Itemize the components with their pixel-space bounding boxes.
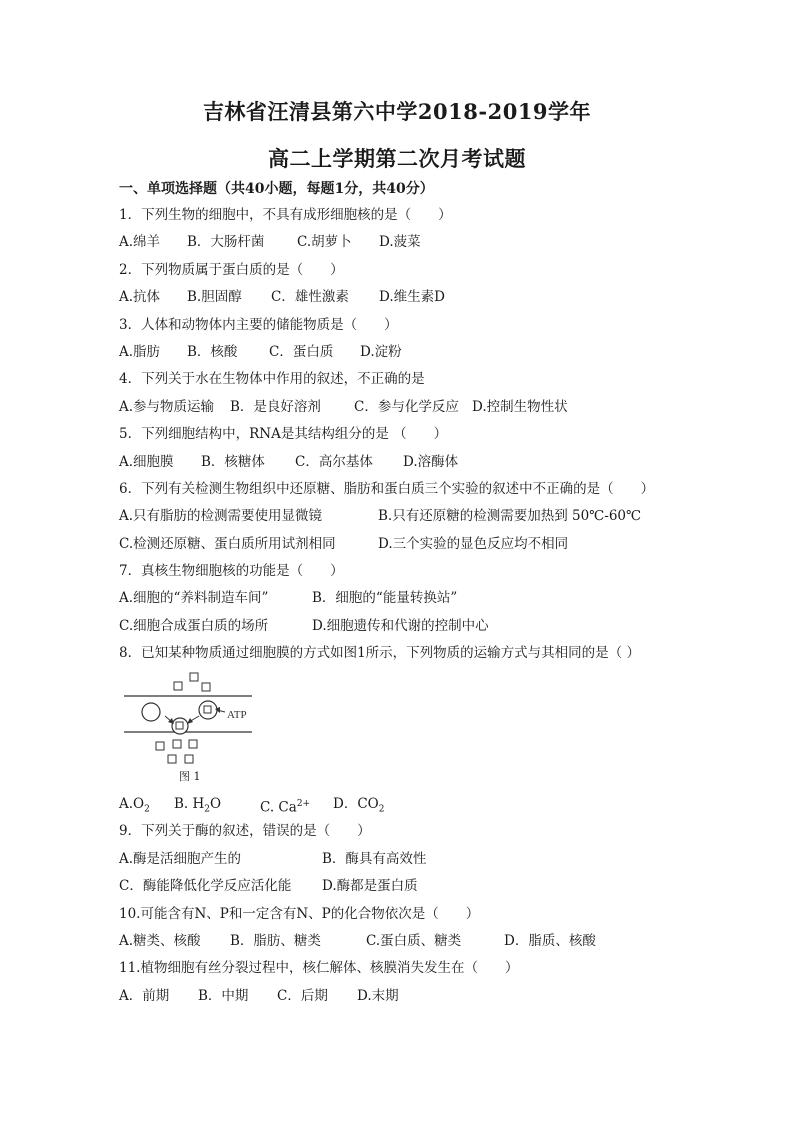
question-11-options (119, 983, 719, 1010)
molecule-square (202, 683, 210, 691)
option-a: A.只有脂肪的检测需要使用显微镜 (119, 508, 323, 525)
option-c: C.检测还原糖、蛋白质所用试剂相同 (119, 535, 336, 552)
option-d: D.维生素D (379, 289, 445, 306)
option-c: C．酶能降低化学反应活化能 (119, 878, 292, 895)
question-9-stem: 9．下列关于酶的叙述，错误的是（ ） (119, 823, 371, 840)
option-a: A.参与物质运输 (119, 398, 215, 415)
molecule-square (174, 682, 182, 690)
option-a: A.酶是活细胞产生的 (119, 850, 242, 867)
molecule-square (189, 740, 197, 748)
molecule-square (168, 755, 176, 763)
option-c: C．后期 (277, 987, 328, 1004)
option-b: B．中期 (198, 987, 249, 1004)
option-c: C．雄性激素 (271, 289, 349, 306)
option-d: D．$CO_2$ (333, 796, 385, 815)
question-7-options-ab (119, 585, 719, 612)
option-d: D.酶都是蛋白质 (322, 878, 418, 895)
section-heading: 一、单项选择题（共40小题，每题1分，共40分） (119, 181, 434, 197)
option-a: A.糖类、核酸 (119, 932, 201, 949)
question-4-options (119, 394, 719, 421)
question-6-stem: 6．下列有关检测生物组织中还原糖、脂肪和蛋白质三个实验的叙述中不正确的是（ ） (119, 480, 655, 497)
option-c: C.胡萝卜 (297, 234, 352, 251)
option-b: B．核酸 (187, 343, 238, 360)
arrow-head (187, 718, 193, 724)
question-7-options-cd (119, 613, 719, 640)
option-b: B．是良好溶剂 (230, 398, 321, 415)
question-2-stem: 2．下列物质属于蛋白质的是（ ） (119, 261, 344, 278)
option-c: C．高尔基体 (295, 453, 373, 470)
question-6-options-ab (119, 503, 719, 530)
membrane-diagram (119, 668, 269, 768)
option-b: B．脂肪、糖类 (230, 932, 321, 949)
option-b: B．酶具有高效性 (322, 850, 427, 867)
option-a: $A.O_2$ (119, 796, 150, 815)
question-6-options-cd (119, 531, 719, 558)
option-a: A．前期 (119, 987, 170, 1004)
molecule-square (190, 673, 198, 681)
carrier-protein (199, 701, 217, 719)
option-d: D.溶酶体 (403, 453, 459, 470)
option-d: D.菠菜 (379, 234, 421, 251)
question-8-stem: 8．已知某种物质通过细胞膜的方式如图1所示，下列物质的运输方式与其相同的是（ ） (119, 645, 640, 662)
carrier-protein (172, 718, 188, 734)
option-b: B.胆固醇 (187, 289, 242, 306)
exam-title-line1: 吉林省汪清县第六中学2018-2019学年 (202, 99, 592, 124)
option-b: B．细胞的“能量转换站” (312, 590, 458, 607)
molecule-square (185, 755, 193, 763)
option-b: B.只有还原糖的检测需要加热到 50℃-60℃ (378, 508, 642, 525)
option-c: C．参与化学反应 (354, 398, 459, 415)
option-d: D.三个实验的显色反应均不相同 (378, 535, 569, 552)
option-d: D.淀粉 (360, 343, 402, 360)
question-5-options (119, 449, 719, 476)
question-3-stem: 3．人体和动物体内主要的储能物质是（ ） (119, 316, 398, 333)
figure-caption: 图 1 (179, 770, 201, 783)
option-d: D.细胞遗传和代谢的控制中心 (312, 617, 489, 634)
option-a: A.细胞的“养料制造车间” (119, 590, 269, 607)
option-d: D．脂质、核酸 (504, 932, 596, 949)
question-1-stem: 1．下列生物的细胞中，不具有成形细胞核的是（ ） (119, 207, 452, 223)
question-9-options-ab (119, 846, 719, 873)
option-a: A.抗体 (119, 289, 161, 306)
option-a: A.细胞膜 (119, 453, 174, 470)
option-c: C．蛋白质 (269, 343, 334, 360)
question-1-options (119, 229, 719, 256)
question-9-options-cd (119, 873, 719, 900)
option-a: A.绵羊 (119, 234, 161, 251)
exam-title-line2: 高二上学期第二次月考试题 (268, 146, 526, 171)
question-10-options (119, 928, 719, 955)
carrier-protein (142, 703, 160, 721)
question-5-stem: 5．下列细胞结构中，RNA是其结构组分的是 （ ） (119, 426, 448, 443)
question-2-options (119, 284, 719, 311)
question-7-stem: 7．真核生物细胞核的功能是（ ） (119, 563, 344, 580)
option-b: B. $H_2O$ (174, 796, 222, 815)
questions-1-to-8 (119, 202, 719, 668)
option-b: B．核糖体 (201, 453, 265, 470)
question-3-options (119, 339, 719, 366)
option-d: D.末期 (357, 987, 399, 1004)
molecule-square (173, 740, 181, 748)
option-c: C.细胞合成蛋白质的场所 (119, 617, 269, 634)
questions-8-to-11 (119, 791, 719, 1010)
molecule-square (156, 742, 164, 750)
option-b: B．大肠杆菌 (187, 234, 265, 251)
option-c: C. $Ca^{2+}$ (260, 799, 311, 816)
question-10-stem: 10.可能含有N、P和一定含有N、P的化合物依次是（ ） (119, 905, 480, 922)
atp-label: ATP (227, 709, 247, 721)
figure-1-membrane-transport (119, 668, 269, 786)
option-c: C.蛋白质、糖类 (366, 932, 462, 949)
question-8-options (119, 791, 719, 818)
option-a: A.脂肪 (119, 343, 161, 360)
question-4-stem: 4．下列关于水在生物体中作用的叙述，不正确的是 (119, 371, 425, 388)
option-d: D.控制生物性状 (472, 398, 568, 415)
question-11-stem: 11.植物细胞有丝分裂过程中，核仁解体、核膜消失发生在（ ） (119, 960, 519, 977)
